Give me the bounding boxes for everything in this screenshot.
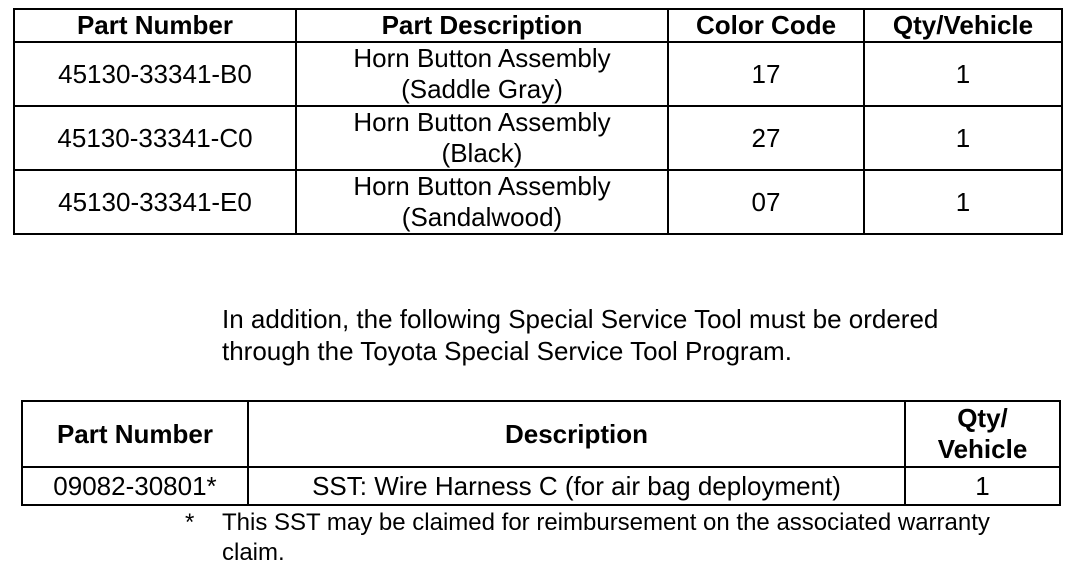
header-description: Description [248, 401, 905, 467]
qty-cell: 1 [864, 106, 1062, 170]
header-vehicle-line: Vehicle [937, 434, 1028, 464]
description-color-line: (Black) [441, 138, 523, 168]
description-line: Horn Button Assembly [353, 43, 611, 73]
part-number-cell: 45130-33341-E0 [14, 170, 296, 234]
qty-cell: 1 [864, 42, 1062, 106]
parts-table-header-row [14, 9, 1062, 42]
table-row [14, 42, 1062, 106]
part-description-cell [296, 170, 668, 234]
footnote-line: This SST may be claimed for reimbursement on the associated warranty [222, 509, 990, 536]
table-row [22, 467, 1060, 505]
header-part-number: Part Number [22, 401, 248, 467]
header-color-code: Color Code [668, 9, 864, 42]
description-line: Horn Button Assembly [353, 171, 611, 201]
header-part-description: Part Description [296, 9, 668, 42]
description-cell: SST: Wire Harness C (for air bag deployment) [248, 467, 905, 505]
intro-line: through the Toyota Special Service Tool Program. [222, 336, 792, 366]
header-qty-vehicle [905, 401, 1060, 467]
header-part-number: Part Number [14, 9, 296, 42]
intro-line: In addition, the following Special Service Tool must be ordered [222, 304, 939, 334]
header-qty-vehicle: Qty/Vehicle [864, 9, 1062, 42]
header-qty-line: Qty/ [957, 403, 1008, 433]
table-row [14, 170, 1062, 234]
part-number-cell: 45130-33341-C0 [14, 106, 296, 170]
part-description-cell [296, 106, 668, 170]
sst-intro-paragraph [222, 303, 1042, 367]
part-description-cell [296, 42, 668, 106]
part-number-cell: 45130-33341-B0 [14, 42, 296, 106]
description-line: Horn Button Assembly [353, 107, 611, 137]
table-row [14, 106, 1062, 170]
footnote-text [222, 508, 1052, 568]
description-color-line: (Sandalwood) [401, 202, 563, 232]
footnote-line: claim. [222, 539, 285, 566]
qty-cell: 1 [905, 467, 1060, 505]
part-number-cell: 09082-30801* [22, 467, 248, 505]
parts-table [13, 8, 1063, 235]
qty-cell: 1 [864, 170, 1062, 234]
footnote-marker: * [185, 509, 195, 536]
color-code-cell: 17 [668, 42, 864, 106]
description-color-line: (Saddle Gray) [401, 74, 563, 104]
color-code-cell: 27 [668, 106, 864, 170]
color-code-cell: 07 [668, 170, 864, 234]
sst-table-header-row [22, 401, 1060, 467]
sst-table [21, 400, 1061, 506]
